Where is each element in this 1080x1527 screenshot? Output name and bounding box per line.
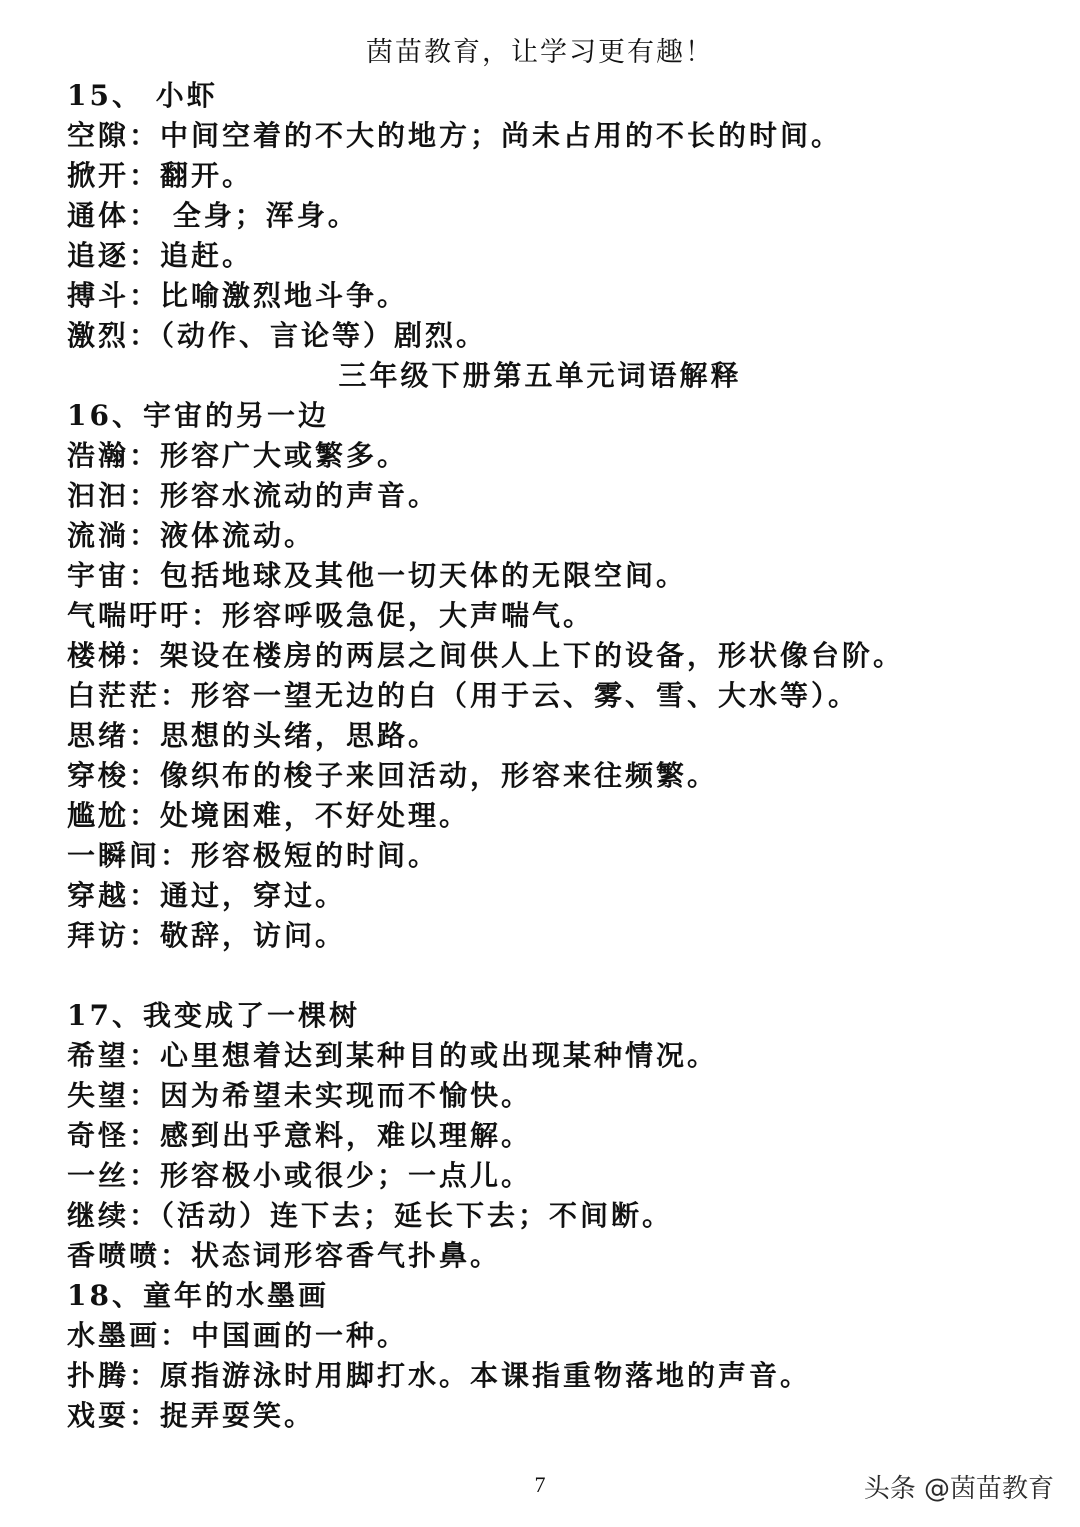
vocabulary-content xyxy=(67,76,1057,1436)
vocab-line: 气喘吁吁：形容呼吸急促，大声喘气。 xyxy=(67,599,595,632)
vocab-line: 失望：因为希望未实现而不愉快。 xyxy=(67,1079,533,1112)
vocab-line: 搏斗：比喻激烈地斗争。 xyxy=(67,279,409,312)
vocab-line: 奇怪：感到出乎意料，难以理解。 xyxy=(67,1119,533,1152)
page-header: 茵苗教育，让学习更有趣！ xyxy=(366,37,714,68)
lesson-title: 15、 小虾 xyxy=(67,79,218,112)
vocab-line: 水墨画：中国画的一种。 xyxy=(67,1319,409,1352)
blank-line xyxy=(67,956,1057,996)
vocab-line: 扑腾：原指游泳时用脚打水。本课指重物落地的声音。 xyxy=(67,1359,812,1392)
vocab-line: 希望：心里想着达到某种目的或出现某种情况。 xyxy=(67,1039,719,1072)
vocab-line: 通体： 全身；浑身。 xyxy=(67,199,359,232)
lesson-title: 16、宇宙的另一边 xyxy=(67,399,329,432)
vocab-line: 白茫茫：形容一望无边的白（用于云、雾、雪、大水等）。 xyxy=(67,679,860,712)
vocab-line: 流淌：液体流动。 xyxy=(67,519,316,552)
vocab-line: 香喷喷：状态词形容香气扑鼻。 xyxy=(67,1239,502,1272)
vocab-line: 一瞬间：形容极短的时间。 xyxy=(67,839,440,872)
vocab-line: 继续：（活动）连下去；延长下去；不间断。 xyxy=(67,1199,674,1232)
vocab-line: 楼梯：架设在楼房的两层之间供人上下的设备，形状像台阶。 xyxy=(67,639,905,672)
vocab-line: 浩瀚：形容广大或繁多。 xyxy=(67,439,409,472)
watermark: 头条 @茵苗教育 xyxy=(863,1474,1054,1504)
lesson-title: 18、童年的水墨画 xyxy=(67,1279,329,1312)
unit-title: 三年级下册第五单元词语解释 xyxy=(338,359,742,392)
vocab-line: 汩汩：形容水流动的声音。 xyxy=(67,479,440,512)
vocab-line: 空隙：中间空着的不大的地方；尚未占用的不长的时间。 xyxy=(67,119,843,152)
lesson-title: 17、我变成了一棵树 xyxy=(67,999,360,1032)
vocab-line: 拜访：敬辞，访问。 xyxy=(67,919,347,952)
vocab-line: 一丝：形容极小或很少；一点儿。 xyxy=(67,1159,533,1192)
vocab-line: 激烈：（动作、言论等）剧烈。 xyxy=(67,319,488,352)
vocab-line: 宇宙：包括地球及其他一切天体的无限空间。 xyxy=(67,559,688,592)
page-number: 7 xyxy=(534,1472,546,1497)
vocab-line: 戏耍：捉弄耍笑。 xyxy=(67,1399,316,1432)
vocab-line: 掀开：翻开。 xyxy=(67,159,254,192)
vocab-line: 尴尬：处境困难，不好处理。 xyxy=(67,799,471,832)
vocab-line: 追逐：追赶。 xyxy=(67,239,254,272)
vocab-line: 穿越：通过，穿过。 xyxy=(67,879,347,912)
vocab-line: 穿梭：像织布的梭子来回活动，形容来往频繁。 xyxy=(67,759,719,792)
vocab-line: 思绪：思想的头绪，思路。 xyxy=(67,719,440,752)
